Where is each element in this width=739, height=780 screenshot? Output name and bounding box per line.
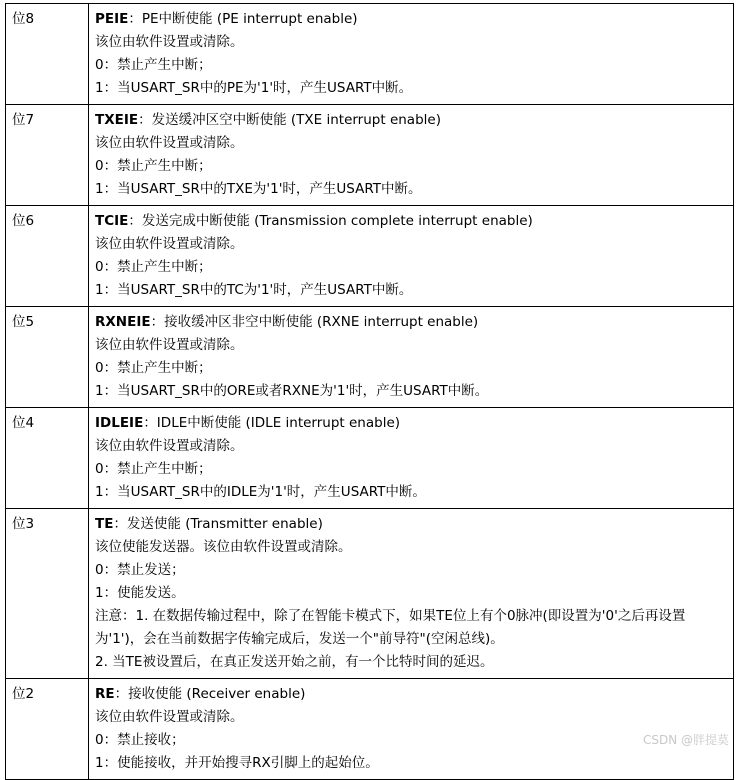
bit-name: TXEIE	[95, 112, 139, 128]
bit-title-line	[95, 109, 727, 132]
bit-title-line	[95, 513, 727, 536]
bit-description	[89, 307, 734, 408]
bit-description	[89, 105, 734, 206]
bit-number: 位5	[6, 307, 89, 408]
desc-line: 1：当USART_SR中的IDLE为'1'时，产生USART中断。	[95, 484, 426, 500]
bit-description	[89, 408, 734, 509]
desc-line: 0：禁止产生中断；	[95, 57, 212, 73]
desc-line: 该位由软件设置或清除。	[95, 34, 244, 50]
bit-number: 位4	[6, 408, 89, 509]
desc-line: 0：禁止接收；	[95, 732, 185, 748]
desc-line: 0：禁止发送；	[95, 562, 185, 578]
desc-line: 1：当USART_SR中的TC为'1'时，产生USART中断。	[95, 282, 413, 298]
desc-line: 0：禁止产生中断；	[95, 461, 212, 477]
table-row	[6, 105, 734, 206]
bit-name: TCIE	[95, 213, 129, 229]
desc-line: 0：禁止产生中断；	[95, 158, 212, 174]
bit-number: 位6	[6, 206, 89, 307]
bit-title-line	[95, 8, 727, 31]
bit-description	[89, 679, 734, 780]
table-row	[6, 307, 734, 408]
desc-line: 1：使能发送。	[95, 585, 185, 601]
bit-number: 位3	[6, 509, 89, 679]
bit-name: RXNEIE	[95, 314, 151, 330]
bit-description	[89, 206, 734, 307]
bit-name: PEIE	[95, 11, 129, 27]
bit-title-line	[95, 210, 727, 233]
bit-title-line	[95, 311, 727, 334]
note-text: 注意：1. 在数据传输过程中，除了在智能卡模式下，如果TE位上有个0脉冲(即设置为'0'之后再设置为'1')，会在当前数据字传输完成后，发送一个"前导符"(空闲总线)。	[95, 608, 686, 647]
bit-name: RE	[95, 686, 115, 702]
watermark: CSDN @胖提莫	[642, 733, 729, 747]
desc-line: 1：当USART_SR中的PE为'1'时，产生USART中断。	[95, 80, 413, 96]
bit-title: ：接收缓冲区非空中断使能 (RXNE interrupt enable)	[150, 314, 479, 330]
table-row	[6, 206, 734, 307]
desc-line: 1：使能接收，并开始搜寻RX引脚上的起始位。	[95, 755, 379, 771]
register-bit-table	[5, 3, 734, 780]
bit-name: TE	[95, 516, 114, 532]
desc-line: 该位由软件设置或清除。	[95, 236, 244, 252]
desc-line: 0：禁止产生中断；	[95, 259, 212, 275]
bit-name: IDLEIE	[95, 415, 144, 431]
bit-title: ：发送使能 (Transmitter enable)	[113, 516, 323, 532]
bit-number: 位7	[6, 105, 89, 206]
bit-description	[89, 4, 734, 105]
table-row	[6, 679, 734, 780]
desc-line: 该位由软件设置或清除。	[95, 135, 244, 151]
bit-title-line	[95, 683, 727, 706]
desc-line: 1：当USART_SR中的ORE或者RXNE为'1'时，产生USART中断。	[95, 383, 489, 399]
bit-description	[89, 509, 734, 679]
table-row	[6, 509, 734, 679]
desc-line: 该位由软件设置或清除。	[95, 438, 244, 454]
desc-line: 该位由软件设置或清除。	[95, 709, 244, 725]
desc-line: 0：禁止产生中断；	[95, 360, 212, 376]
bit-title: ：发送完成中断使能 (Transmission complete interrupt enable)	[128, 213, 533, 229]
bit-number: 位8	[6, 4, 89, 105]
bit-title: ：IDLE中断使能 (IDLE interrupt enable)	[143, 415, 401, 431]
desc-line: 该位使能发送器。该位由软件设置或清除。	[95, 539, 352, 555]
bit-title-line	[95, 412, 727, 435]
bit-title: ：PE中断使能 (PE interrupt enable)	[128, 11, 358, 27]
desc-line: 该位由软件设置或清除。	[95, 337, 244, 353]
desc-line: 1：当USART_SR中的TXE为'1'时，产生USART中断。	[95, 181, 422, 197]
table-row	[6, 4, 734, 105]
table-row	[6, 408, 734, 509]
note-text: 2. 当TE被设置后，在真正发送开始之前，有一个比特时间的延迟。	[95, 654, 494, 670]
bit-title: ：发送缓冲区空中断使能 (TXE interrupt enable)	[138, 112, 441, 128]
bit-number: 位2	[6, 679, 89, 780]
bit-title: ：接收使能 (Receiver enable)	[114, 686, 306, 702]
